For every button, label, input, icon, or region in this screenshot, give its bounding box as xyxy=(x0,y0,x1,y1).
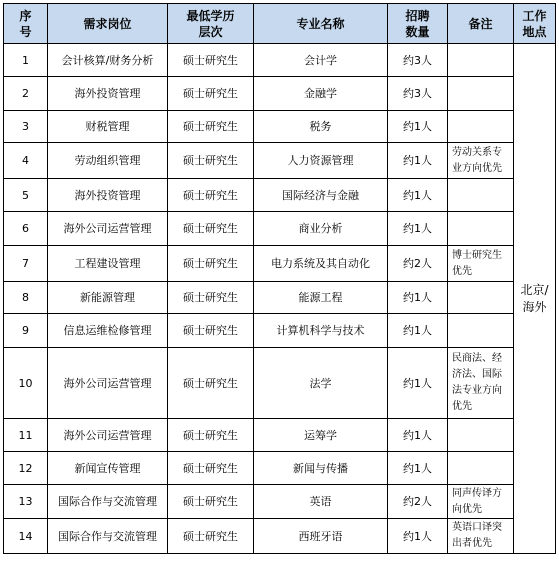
cell-position: 国际合作与交流管理 xyxy=(48,485,168,519)
cell-degree: 硕士研究生 xyxy=(168,485,254,519)
cell-major: 国际经济与金融 xyxy=(254,179,388,212)
cell-note xyxy=(448,77,514,111)
cell-note: 民商法、经济法、国际法专业方向优先 xyxy=(448,348,514,419)
cell-note xyxy=(448,44,514,77)
cell-seq: 3 xyxy=(4,111,48,143)
cell-count: 约1人 xyxy=(388,282,448,314)
cell-position: 新闻宣传管理 xyxy=(48,452,168,485)
table-row xyxy=(4,77,556,111)
cell-note: 同声传译方向优先 xyxy=(448,485,514,519)
cell-seq: 7 xyxy=(4,246,48,282)
header-location-l2: 地点 xyxy=(522,24,547,39)
cell-degree: 硕士研究生 xyxy=(168,419,254,452)
header-degree-l1: 最低学历 xyxy=(186,8,235,23)
cell-seq: 13 xyxy=(4,485,48,519)
cell-position: 海外投资管理 xyxy=(48,77,168,111)
cell-major: 金融学 xyxy=(254,77,388,111)
cell-position: 新能源管理 xyxy=(48,282,168,314)
cell-degree: 硕士研究生 xyxy=(168,77,254,111)
cell-position: 海外投资管理 xyxy=(48,179,168,212)
cell-major: 法学 xyxy=(254,348,388,419)
header-seq-l1: 序 xyxy=(19,8,32,23)
cell-count: 约3人 xyxy=(388,77,448,111)
cell-count: 约1人 xyxy=(388,419,448,452)
cell-note xyxy=(448,314,514,348)
cell-note: 博士研究生优先 xyxy=(448,246,514,282)
cell-note xyxy=(448,452,514,485)
header-location-l1: 工作 xyxy=(522,8,547,23)
header-count-l1: 招聘 xyxy=(405,8,430,23)
cell-major: 商业分析 xyxy=(254,212,388,246)
cell-major: 英语 xyxy=(254,485,388,519)
cell-degree: 硕士研究生 xyxy=(168,179,254,212)
cell-count: 约1人 xyxy=(388,212,448,246)
header-note: 备注 xyxy=(448,4,514,44)
cell-degree: 硕士研究生 xyxy=(168,314,254,348)
cell-degree: 硕士研究生 xyxy=(168,212,254,246)
cell-major: 西班牙语 xyxy=(254,519,388,554)
cell-seq: 10 xyxy=(4,348,48,419)
cell-note xyxy=(448,419,514,452)
cell-note xyxy=(448,282,514,314)
cell-major: 税务 xyxy=(254,111,388,143)
cell-degree: 硕士研究生 xyxy=(168,143,254,179)
cell-major: 计算机科学与技术 xyxy=(254,314,388,348)
cell-note xyxy=(448,212,514,246)
table-row xyxy=(4,212,556,246)
header-degree-l2: 层次 xyxy=(198,24,223,39)
cell-major: 会计学 xyxy=(254,44,388,77)
cell-seq: 12 xyxy=(4,452,48,485)
cell-position: 信息运维检修管理 xyxy=(48,314,168,348)
table-row xyxy=(4,111,556,143)
table-body xyxy=(4,44,556,554)
header-count xyxy=(388,4,448,44)
cell-degree: 硕士研究生 xyxy=(168,519,254,554)
table-row xyxy=(4,419,556,452)
header-position: 需求岗位 xyxy=(48,4,168,44)
table-row xyxy=(4,179,556,212)
recruitment-table xyxy=(3,3,556,554)
cell-position: 海外公司运营管理 xyxy=(48,419,168,452)
cell-seq: 9 xyxy=(4,314,48,348)
cell-position: 劳动组织管理 xyxy=(48,143,168,179)
cell-major: 运筹学 xyxy=(254,419,388,452)
cell-major: 人力资源管理 xyxy=(254,143,388,179)
cell-position: 工程建设管理 xyxy=(48,246,168,282)
cell-count: 约2人 xyxy=(388,246,448,282)
header-seq-l2: 号 xyxy=(19,24,32,39)
cell-position: 国际合作与交流管理 xyxy=(48,519,168,554)
cell-count: 约1人 xyxy=(388,179,448,212)
table-row xyxy=(4,246,556,282)
header-count-l2: 数量 xyxy=(405,24,430,39)
cell-degree: 硕士研究生 xyxy=(168,246,254,282)
cell-seq: 2 xyxy=(4,77,48,111)
table-row xyxy=(4,348,556,419)
cell-count: 约1人 xyxy=(388,111,448,143)
cell-note: 英语口译突出者优先 xyxy=(448,519,514,554)
cell-seq: 1 xyxy=(4,44,48,77)
cell-count: 约1人 xyxy=(388,314,448,348)
cell-degree: 硕士研究生 xyxy=(168,282,254,314)
cell-seq: 4 xyxy=(4,143,48,179)
cell-location xyxy=(514,44,556,554)
cell-note xyxy=(448,111,514,143)
cell-count: 约1人 xyxy=(388,519,448,554)
cell-seq: 6 xyxy=(4,212,48,246)
cell-degree: 硕士研究生 xyxy=(168,44,254,77)
cell-count: 约1人 xyxy=(388,452,448,485)
cell-count: 约1人 xyxy=(388,143,448,179)
table-row xyxy=(4,452,556,485)
header-location xyxy=(514,4,556,44)
table-row xyxy=(4,282,556,314)
table-row xyxy=(4,44,556,77)
cell-degree: 硕士研究生 xyxy=(168,348,254,419)
table-row xyxy=(4,143,556,179)
table-row xyxy=(4,485,556,519)
cell-note: 劳动关系专业方向优先 xyxy=(448,143,514,179)
header-seq xyxy=(4,4,48,44)
cell-major: 能源工程 xyxy=(254,282,388,314)
cell-count: 约3人 xyxy=(388,44,448,77)
cell-position: 海外公司运营管理 xyxy=(48,212,168,246)
cell-seq: 11 xyxy=(4,419,48,452)
cell-major: 电力系统及其自动化 xyxy=(254,246,388,282)
cell-position: 财税管理 xyxy=(48,111,168,143)
header-degree xyxy=(168,4,254,44)
cell-note xyxy=(448,179,514,212)
cell-degree: 硕士研究生 xyxy=(168,111,254,143)
location-line: 海外 xyxy=(522,299,547,314)
cell-major: 新闻与传播 xyxy=(254,452,388,485)
cell-position: 海外公司运营管理 xyxy=(48,348,168,419)
header-major: 专业名称 xyxy=(254,4,388,44)
table-row xyxy=(4,314,556,348)
location-line: 北京/ xyxy=(520,282,549,297)
header-row xyxy=(4,4,556,44)
cell-count: 约1人 xyxy=(388,348,448,419)
cell-position: 会计核算/财务分析 xyxy=(48,44,168,77)
table-row xyxy=(4,519,556,554)
cell-seq: 8 xyxy=(4,282,48,314)
cell-seq: 5 xyxy=(4,179,48,212)
cell-degree: 硕士研究生 xyxy=(168,452,254,485)
cell-count: 约2人 xyxy=(388,485,448,519)
cell-seq: 14 xyxy=(4,519,48,554)
